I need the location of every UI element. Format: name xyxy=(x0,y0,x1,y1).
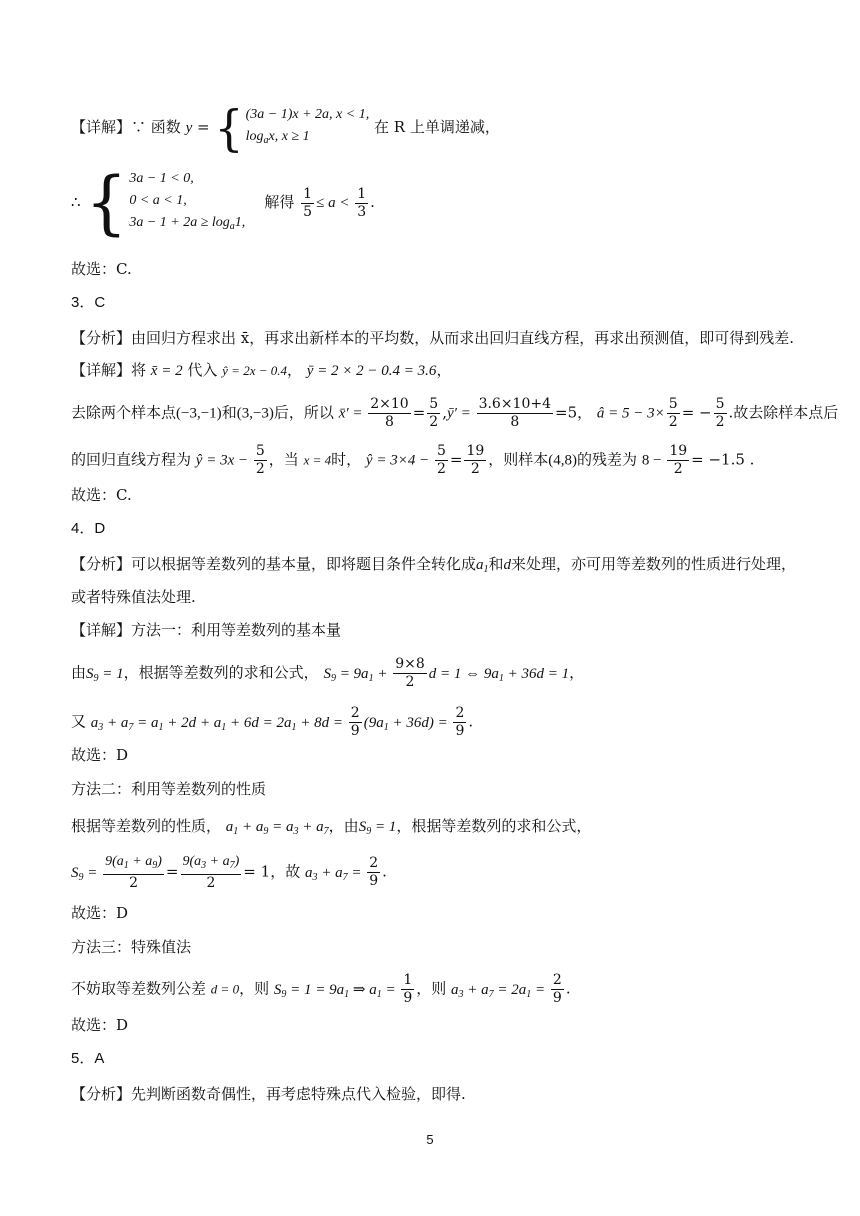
q4-m1-line1: 由$S_9 = 1$，根据等差数列的求和公式， $S_9 = 9a_1$ + $\frac{9\times 8}{2}$ d = 1 ⇔ $9a_1 + 36d = 1$， xyxy=(71,656,585,690)
q4-m2-line1: 根据等差数列的性质， $a_1 + a_9 = a_3 + a_7$，由$S_9 = 1$，根据等差数列的求和公式， xyxy=(71,817,592,837)
q4-method2-title: 方法二：利用等差数列的性质 xyxy=(71,780,267,798)
q4-heading: 4．D xyxy=(71,520,106,537)
q2-detail-prefix: 【详解】∵ 函数 xyxy=(71,118,181,136)
q2-detail-line: 【详解】∵ 函数 y = { (3a − 1)x + 2a, x < 1, $\log_ax$, x ≥ 1 在 R 上单调递减， xyxy=(71,99,500,157)
q3-detail-line: 【详解】将 x̄ = 2 代入 ŷ = 2x − 0.4， ȳ = 2 × 2 − 0.4 = 3.6， xyxy=(71,361,452,379)
q4-method3-title: 方法三：特殊值法 xyxy=(71,938,192,956)
q4-m1-line2: 又 $a_3 + a_7 = a_1 + 2d + a_1 + 6d = 2a_1 + 8d$ = $\frac{2}{9}$ $(9a_1 + 36d)$ = $\frac{2}{9}$ . xyxy=(71,705,474,739)
q2-sys-1: 3a − 1 < 0, xyxy=(129,171,194,186)
q4-m3-line: 不妨取等差数列公差 d = 0，则 $S_9 = 1 = 9a_1$ ⇒ $a_1$ = $\frac{1}{9}$ ，则 $a_3 + a_7 = 2a_1$ = $\frac{2}{9}$ . xyxy=(71,972,571,1006)
q3-analysis: 【分析】由回归方程求出 x̄，再求出新样本的平均数，从而求出回归直线方程，再求出预测值，即可得到残差. xyxy=(71,329,795,347)
q3-heading: 3．C xyxy=(71,294,106,311)
q4-answer1: 故选：D xyxy=(71,746,129,764)
q4-m2-line2: $S_9$ = $\frac{9(a_1 + a_9)}{2}$ = $\frac{9(a_3 + a_7)}{2}$ = 1，故 $a_3 + a_7$ = $\frac{2}{9}$ . xyxy=(71,854,387,891)
q5-heading: 5．A xyxy=(71,1050,105,1067)
q3-line3: 的回归直线方程为 ŷ = 3x − $\frac{5}{2}$ ，当 x = 4时， ŷ = 3×4 − $\frac{5}{2}$ = $\frac{19}{2}$ ，则样本(4,8)的残差为 8 − $\frac{19}{2}$ = −1.5 . xyxy=(71,443,755,477)
q2-piecewise-bottom: log xyxy=(245,129,264,144)
q4-analysis-1: 【分析】可以根据等差数列的基本量，即将题目条件全转化成$a_1$和d来处理，亦可用等差数列的性质进行处理， xyxy=(71,555,797,575)
q4-answer3: 故选：D xyxy=(71,1016,129,1034)
q2-detail-suffix: 在 R 上单调递减， xyxy=(374,118,500,136)
q2-answer: 故选：C. xyxy=(71,260,132,278)
q2-system-line: ∴ { 3a − 1 < 0, 0 < a < 1, $3a - 1 + 2a \ge \log_a1$, 解得 $\frac{1}{5}$ ≤ a < $\frac{1}{3}$ . xyxy=(71,162,375,243)
q2-piecewise-top: (3a − 1)x + 2a, x < 1, xyxy=(245,107,370,122)
page-number: 5 xyxy=(426,1132,434,1147)
q4-method1-title: 【详解】方法一：利用等差数列的基本量 xyxy=(71,621,342,639)
q4-answer2: 故选：D xyxy=(71,904,129,922)
q3-answer: 故选：C. xyxy=(71,486,132,504)
q2-sys-3: 3a − 1 + 2a ≥ log xyxy=(129,215,230,230)
q5-analysis: 【分析】先判断函数奇偶性，再考虑特殊点代入检验，即得. xyxy=(71,1085,466,1103)
q3-line2: 去除两个样本点(−3,−1)和(3,−3)后，所以 x̄′ = $\frac{2\times 10}{8}$ = $\frac{5}{2}$ ,ȳ′ = $\frac{3.6\times 10+4}{8}$ =5， â = 5 − 3× $\frac{5}{2}$ = − $\frac{5}{2}$ .故去除样本点后 xyxy=(71,396,839,430)
q4-analysis-2: 或者特殊值法处理. xyxy=(71,588,196,606)
q2-solve-text: 解得 xyxy=(264,193,295,211)
q2-piecewise: { (3a − 1)x + 2a, x < 1, $\log_ax$, x ≥ 1 xyxy=(214,99,370,157)
q2-system: { 3a − 1 < 0, 0 < a < 1, $3a - 1 + 2a \ge \log_a1$, xyxy=(85,162,246,243)
q2-sys-2: 0 < a < 1, xyxy=(129,193,187,208)
